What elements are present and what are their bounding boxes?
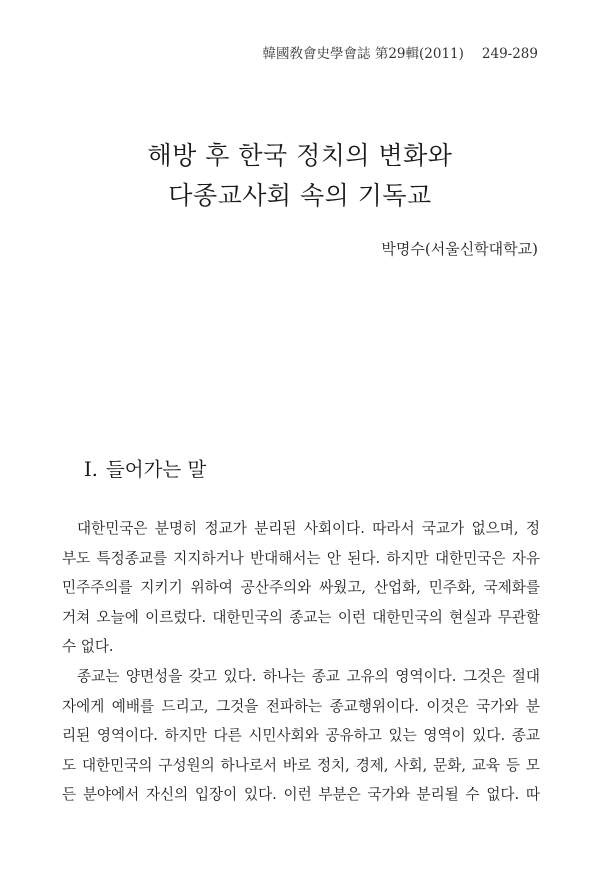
text-line: 수 없다. — [62, 638, 114, 656]
page-range: 249-289 — [481, 46, 538, 62]
text-line: 자에게 예배를 드리고, 그것을 전파하는 종교행위이다. 이것은 국가와 분 — [62, 697, 540, 715]
paragraph — [62, 514, 540, 662]
section-title: 들어가는 말 — [105, 458, 207, 481]
text-line: 거쳐 오늘에 이르렀다. 대한민국의 종교는 이런 대한민국의 현실과 무관할 — [62, 608, 540, 626]
paragraph — [62, 662, 540, 810]
body-text — [62, 514, 540, 810]
author-affiliation: 박명수(서울신학대학교) — [381, 240, 538, 258]
section-heading — [84, 454, 206, 482]
running-header — [263, 42, 538, 62]
article-title — [0, 136, 600, 216]
section-number: Ⅰ. — [84, 458, 98, 481]
title-line-1: 해방 후 한국 정치의 변화와 — [147, 141, 453, 170]
text-line: 리된 영역이다. 하지만 다른 시민사회와 공유하고 있는 영역이 있다. 종교 — [62, 727, 540, 745]
journal-name: 韓國敎會史學會誌 第29輯(2011) — [262, 46, 464, 62]
title-line-2: 다종교사회 속의 기독교 — [168, 181, 432, 210]
text-line: 도 대한민국의 구성원의 하나로서 바로 정치, 경제, 사회, 문화, 교육 등 모 — [62, 756, 540, 774]
text-line: 민주주의를 지키기 위하여 공산주의와 싸웠고, 산업화, 민주화, 국제화를 — [62, 579, 540, 597]
text-line: 든 분야에서 자신의 입장이 있다. 이런 부분은 국가와 분리될 수 없다. 따 — [62, 786, 540, 804]
text-line: 종교는 양면성을 갖고 있다. 하나는 종교 고유의 영역이다. 그것은 절대 — [77, 667, 540, 685]
text-line: 대한민국은 분명히 정교가 분리된 사회이다. 따라서 국교가 없으며, 정 — [77, 520, 540, 537]
text-line: 부도 특정종교를 지지하거나 반대해서는 안 된다. 하지만 대한민국은 자유 — [62, 549, 540, 567]
